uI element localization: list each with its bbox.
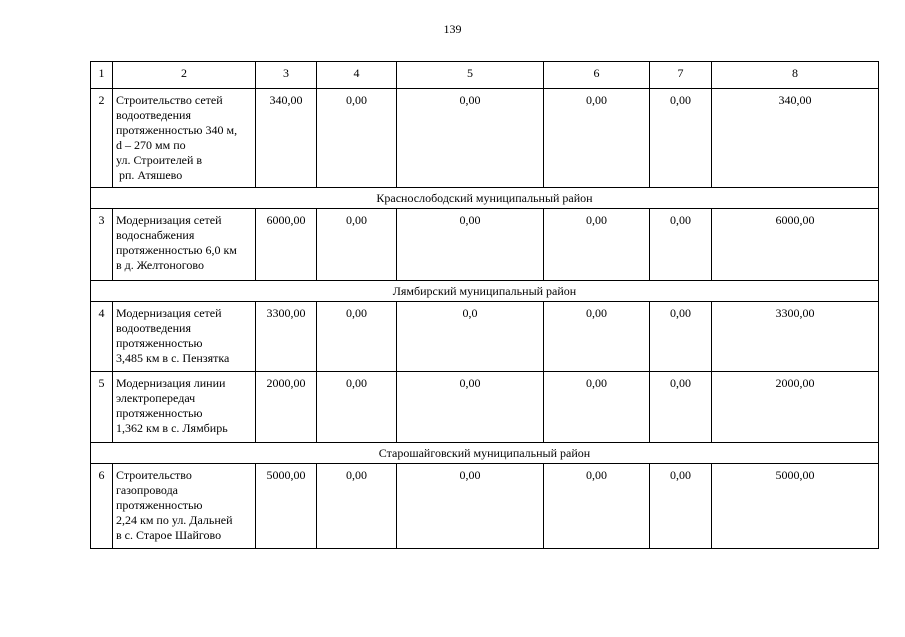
cell-col-6: 0,00	[544, 464, 650, 549]
cell-col-4: 0,00	[317, 89, 397, 188]
table-row	[91, 209, 879, 281]
cell-col-3: 2000,00	[256, 372, 317, 443]
item-name-line: в с. Старое Шайгово	[116, 528, 222, 542]
item-name-line: Модернизация линии	[116, 376, 226, 390]
cell-col-8: 340,00	[712, 89, 879, 188]
column-header-2: 2	[113, 62, 256, 89]
cell-col-6: 0,00	[544, 372, 650, 443]
item-name-line: d – 270 мм по	[116, 138, 186, 152]
section-title: Старошайговский муниципальный район	[91, 443, 879, 464]
item-name-line: в д. Желтоногово	[116, 258, 204, 272]
item-name-line: Строительство сетей	[116, 93, 223, 107]
cell-col-4: 0,00	[317, 464, 397, 549]
item-name-line: газопровода	[116, 483, 179, 497]
item-name-line: 3,485 км в с. Пензятка	[116, 351, 230, 365]
column-header-7: 7	[650, 62, 712, 89]
cell-col-6: 0,00	[544, 209, 650, 281]
column-header-1: 1	[91, 62, 113, 89]
item-name-line: рп. Атяшево	[116, 168, 183, 182]
table-row	[91, 464, 879, 549]
cell-col-7: 0,00	[650, 302, 712, 372]
cell-col-7: 0,00	[650, 89, 712, 188]
item-name	[113, 464, 256, 549]
table-body	[91, 62, 879, 549]
column-header-3: 3	[256, 62, 317, 89]
section-row	[91, 188, 879, 209]
item-name-line: Модернизация сетей	[116, 306, 222, 320]
section-title: Краснослободский муниципальный район	[91, 188, 879, 209]
cell-col-4: 0,00	[317, 372, 397, 443]
data-table	[90, 61, 879, 549]
page-number: 139	[443, 22, 462, 36]
item-name-line: протяженностью	[116, 336, 203, 350]
item-name-line: Модернизация сетей	[116, 213, 222, 227]
column-header-8: 8	[712, 62, 879, 89]
cell-col-5: 0,00	[397, 89, 544, 188]
item-name-line: Строительство	[116, 468, 192, 482]
item-name-line: водоснабжения	[116, 228, 195, 242]
cell-col-8: 2000,00	[712, 372, 879, 443]
cell-col-7: 0,00	[650, 464, 712, 549]
row-number: 3	[91, 209, 113, 281]
table-row	[91, 89, 879, 188]
cell-col-4: 0,00	[317, 209, 397, 281]
cell-col-4: 0,00	[317, 302, 397, 372]
section-row	[91, 281, 879, 302]
item-name	[113, 89, 256, 188]
column-header-6: 6	[544, 62, 650, 89]
item-name-line: протяженностью	[116, 498, 203, 512]
item-name-line: электропередач	[116, 391, 196, 405]
cell-col-8: 6000,00	[712, 209, 879, 281]
section-row	[91, 443, 879, 464]
cell-col-3: 5000,00	[256, 464, 317, 549]
row-number: 2	[91, 89, 113, 188]
cell-col-5: 0,00	[397, 464, 544, 549]
cell-col-8: 5000,00	[712, 464, 879, 549]
row-number: 4	[91, 302, 113, 372]
cell-col-5: 0,0	[397, 302, 544, 372]
cell-col-3: 340,00	[256, 89, 317, 188]
item-name-line: 2,24 км по ул. Дальней	[116, 513, 233, 527]
item-name-line: водоотведения	[116, 108, 191, 122]
cell-col-7: 0,00	[650, 209, 712, 281]
cell-col-5: 0,00	[397, 209, 544, 281]
cell-col-6: 0,00	[544, 89, 650, 188]
item-name	[113, 372, 256, 443]
item-name-line: протяженностью 6,0 км	[116, 243, 237, 257]
item-name-line: ул. Строителей в	[116, 153, 203, 167]
column-header-5: 5	[397, 62, 544, 89]
cell-col-3: 3300,00	[256, 302, 317, 372]
row-number: 5	[91, 372, 113, 443]
item-name-line: протяженностью 340 м,	[116, 123, 238, 137]
item-name-line: протяженностью	[116, 406, 203, 420]
item-name	[113, 302, 256, 372]
section-title: Лямбирский муниципальный район	[91, 281, 879, 302]
table-row	[91, 372, 879, 443]
item-name-line: водоотведения	[116, 321, 191, 335]
table-header-row	[91, 62, 879, 89]
column-header-4: 4	[317, 62, 397, 89]
cell-col-7: 0,00	[650, 372, 712, 443]
row-number: 6	[91, 464, 113, 549]
item-name-line: 1,362 км в с. Лямбирь	[116, 421, 228, 435]
table-row	[91, 302, 879, 372]
cell-col-3: 6000,00	[256, 209, 317, 281]
cell-col-5: 0,00	[397, 372, 544, 443]
cell-col-8: 3300,00	[712, 302, 879, 372]
item-name	[113, 209, 256, 281]
cell-col-6: 0,00	[544, 302, 650, 372]
